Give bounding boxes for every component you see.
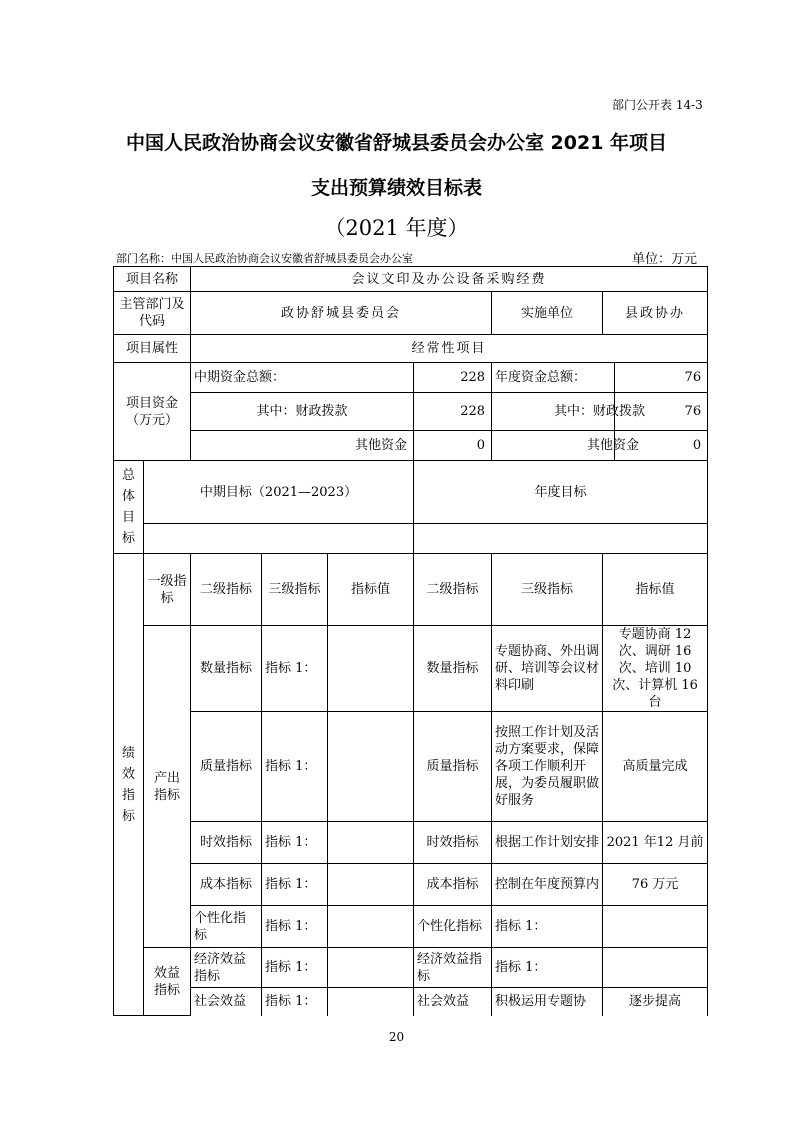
level3b-cell: 指标 1： [492,906,603,948]
year-total-label: 年度资金总额： 76 [492,363,708,393]
indicators-text: 绩效指标 [121,745,135,824]
table-row [114,712,708,822]
mid-total-value: 228 [414,363,492,393]
mid-fiscal-label: 其中：财政拨款 [191,393,414,431]
year-total-value: 76 [684,370,702,385]
mid-other-label: 其他资金 [191,431,414,461]
project-name-value: 会议文印及办公设备采购经费 [191,267,708,292]
valueb-cell: 逐步提高 [603,988,708,1016]
header-level1: 一级指标 [144,554,191,626]
row-project-name [114,267,708,292]
table-row [114,988,708,1016]
level2-cell: 质量指标 [191,712,262,822]
level3-cell: 指标 1： [262,906,328,948]
table-row [114,626,708,712]
level2b-cell: 个性化指标 [414,906,492,948]
level2b-cell: 数量指标 [414,626,492,712]
value-cell [328,906,414,948]
header-level3b: 三级指标 [492,554,603,626]
level2-cell: 个性化指标 [191,906,262,948]
value-cell [328,988,414,1016]
year-other-label: 其他资金 0 [492,431,708,461]
level2-cell: 时效指标 [191,822,262,864]
level3b-cell: 按照工作计划及活动方案要求，保障各项工作顺利开展，为委员履职做好服务 [492,712,603,822]
project-name-label: 项目名称 [114,267,191,292]
level2b-cell: 社会效益 [414,988,492,1016]
row-funds-fiscal [114,393,708,431]
level3-cell: 指标 1： [262,712,328,822]
table-row [114,948,708,988]
level3b-cell: 指标 1： [492,948,603,988]
unit-label: 单位：万元 [632,252,698,267]
row-dept [114,292,708,335]
header-level2: 二级指标 [191,554,262,626]
header-level3: 三级指标 [262,554,328,626]
year-label: （2021 年度） [324,216,469,240]
valueb-cell: 2021 年12 月前 [603,822,708,864]
table-code: 部门公开表 14-3 [612,98,703,112]
value-cell [328,712,414,822]
level2-cell: 数量指标 [191,626,262,712]
level2-cell: 社会效益 [191,988,262,1016]
level3b-cell: 控制在年度预算内 [492,864,603,906]
valueb-cell: 76 万元 [603,864,708,906]
row-goals [114,461,708,524]
row-funds-other [114,431,708,461]
level2-cell: 成本指标 [191,864,262,906]
table-row [114,822,708,864]
level3-cell: 指标 1： [262,948,328,988]
value-cell [328,864,414,906]
year-fiscal-value: 76 [684,404,702,419]
level3-cell: 指标 1： [262,864,328,906]
impl-unit-label: 实施单位 [492,292,603,335]
row-goals-content [114,524,708,554]
row-attr [114,335,708,363]
impl-unit-value: 县政协办 [603,292,708,335]
page-number: 20 [388,1030,405,1044]
indicators-label [114,554,144,1016]
level2b-cell: 时效指标 [414,822,492,864]
row-indicator-header [114,554,708,626]
page-subtitle: 支出预算绩效目标表 [310,177,482,199]
valueb-cell: 专题协商 12 次、调研 16 次、培训 10 次、计算机 16 台 [603,626,708,712]
row-funds-total [114,363,708,393]
dept-code-value: 政协舒城县委员会 [191,292,492,335]
level3b-cell: 专题协商、外出调研、培训等会议材料印刷 [492,626,603,712]
level2b-cell: 成本指标 [414,864,492,906]
level3b-cell: 根据工作计划安排 [492,822,603,864]
value-cell [328,948,414,988]
budget-table [113,266,708,1016]
value-cell [328,626,414,712]
output-indicator-label [144,626,191,948]
valueb-cell: 高质量完成 [603,712,708,822]
table-row [114,864,708,906]
page-title: 中国人民政治协商会议安徽省舒城县委员会办公室 2021 年项目 [125,132,668,154]
dept-name: 部门名称：中国人民政治协商会议安徽省舒城县委员会办公室 [116,252,413,265]
header-valueb: 指标值 [603,554,708,626]
header-level2b: 二级指标 [414,554,492,626]
benefit-indicator-text: 效益指标 [153,965,180,998]
funds-label: 项目资金（万元） [114,363,191,461]
overall-goal-label [114,461,144,554]
header-value: 指标值 [328,554,414,626]
overall-goal-text: 总体目标 [121,468,135,546]
year-fiscal-label: 其中：财政拨款 76 [492,393,708,431]
dept-code-label: 主管部门及代码 [114,292,191,335]
mid-total-label: 中期资金总额： [191,363,414,393]
year-other-value: 0 [692,438,702,453]
value-cell [328,822,414,864]
year-goal-label: 年度目标 [414,461,708,524]
level3-cell: 指标 1： [262,626,328,712]
project-attr-label: 项目属性 [114,335,191,363]
mid-fiscal-value: 228 [414,393,492,431]
level2b-cell: 质量指标 [414,712,492,822]
mid-goal-label: 中期目标（2021—2023） [144,461,414,524]
level3-cell: 指标 1： [262,822,328,864]
output-indicator-text: 产出指标 [153,770,180,803]
valueb-cell [603,906,708,948]
level2-cell: 经济效益指标 [191,948,262,988]
valueb-cell [603,948,708,988]
project-attr-value: 经常性项目 [191,335,708,363]
level2b-cell: 经济效益指标 [414,948,492,988]
mid-other-value: 0 [414,431,492,461]
table-row [114,906,708,948]
level3-cell: 指标 1： [262,988,328,1016]
benefit-indicator-label [144,948,191,1016]
mid-goal-content [144,524,414,554]
level3b-cell: 积极运用专题协 [492,988,603,1016]
year-goal-content [414,524,708,554]
